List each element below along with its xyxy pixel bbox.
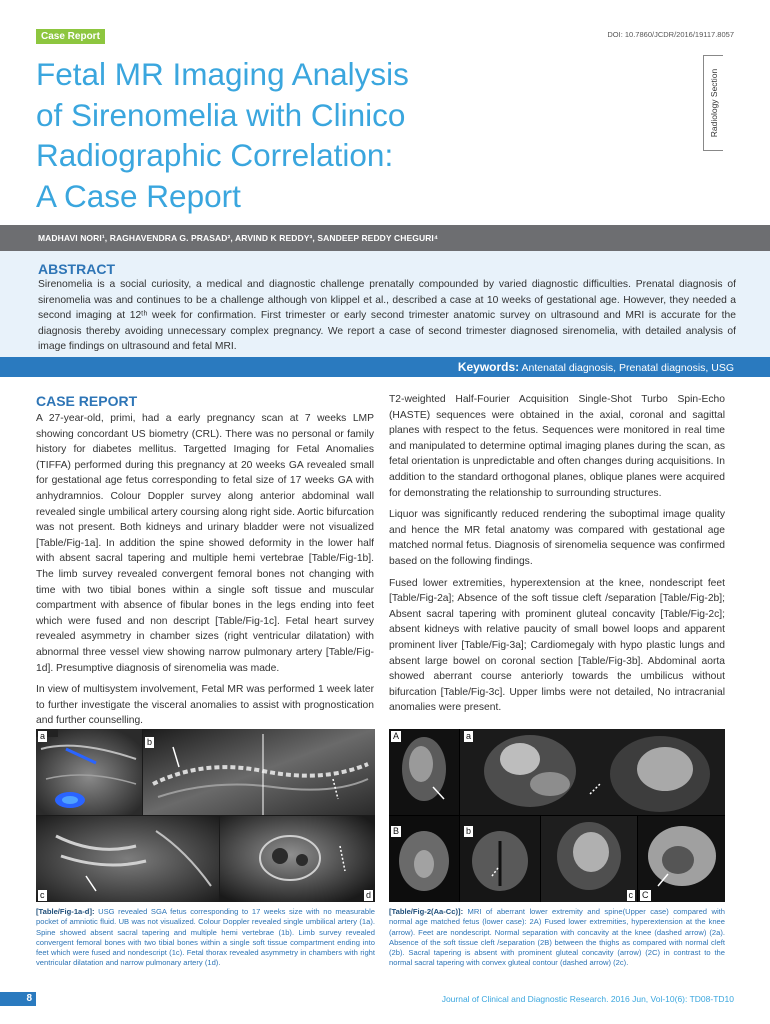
page-number: 8 [0, 992, 36, 1006]
figure-2 [389, 729, 725, 902]
authors-bar: MADHAVI NORI¹, RAGHAVENDRA G. PRASAD², ARVIND K REDDY³, SANDEEP REDDY CHEGURI⁴ [0, 225, 770, 251]
figure-1d-ultrasound [220, 816, 375, 902]
abstract-heading: ABSTRACT [38, 261, 115, 277]
figure-1b-image [143, 729, 375, 815]
figure-2C-mri [638, 816, 725, 902]
figure-1 [36, 729, 375, 902]
figure-1b-ultrasound [143, 729, 375, 815]
figure-1-caption [36, 907, 375, 969]
case-paragraph-5: Fused lower extremities, hyperextension at the knee, nondescript feet [Table/Fig-2a]; Absence of the soft tissue cleft /separation [Table/Fig-2b]; Absent sacral tapering with prominent gluteal concavity [Table/Fig-2c]; absent kidneys with relative paucity of small bowel loops and apparent prominent liver [Table/Fig-3a]; Cardiomegaly with hypo plastic lungs and absent large bowel on coronal section [Table/Fig-3b]. Abdominal aorta showed aberrant course anteriorly towards the umbilicus without bifurcation [Table/Fig-3c]. Upper limbs were not detailed, No intracranial anomalies were present. [389, 577, 725, 714]
figure-2c-mri [541, 816, 637, 902]
title-line-3: Radiographic Correlation: [36, 137, 394, 173]
figure-2-caption [389, 907, 725, 969]
figure-2A-mri [389, 729, 459, 815]
case-paragraph-3: T2-weighted Half-Fourier Acquisition Single-Shot Turbo Spin-Echo (HASTE) sequences were obtained in the axial, coronal and sagittal planes with respect to the fetus. Sequences were monitored in real time and manipulated to determine optimal imaging planes during the scan, as fetal orientation is unpredictable and often changes during acquisitions. In addition to the standard orthogonal planes, oblique planes were acquired for demonstrating the relationship to surrounding structures. [389, 394, 725, 499]
doi-text[interactable]: DOI: 10.7860/JCDR/2016/19117.8057 [607, 30, 734, 39]
case-report-badge: Case Report [36, 29, 105, 44]
figure-1-label-c: c [40, 890, 45, 900]
keywords-label: Keywords: [457, 360, 520, 374]
figure-2-label-a: a [466, 731, 472, 741]
figure-1-caption-label: [Table/Fig-1a-d]: [36, 907, 95, 916]
abstract-text: Sirenomelia is a social curiosity, a medical and diagnostic challenge prenatally compounded by varied diagnostic difficulties. Prenatal diagnosis of sirenomelia was and continues to be a challenge although von klippel et al., described a case at 10 weeks of gestational age. However, they needed a second imaging at 12ᵗʰ week for confirmation. First trimester or early second trimester anatomic survey on ultrasound and MRI is accurate for the diagnosis thereby avoiding unnecessary complex pregnancy. We report a case of second trimester diagnosed sirenomelia, with detailed analysis of image findings on ultrasound and fetal MRI. [38, 279, 736, 353]
section-tab [703, 55, 723, 151]
title-line-1: Fetal MR Imaging Analysis [36, 56, 409, 92]
case-paragraph-1: A 27-year-old, primi, had a early pregnancy scan at 7 weeks LMP showing concordant US biometry (CRL). There was no personal or family history for diabetes mellitus. Targetted Imaging for Fetal Anomalies (TIFFA) performed during this pregnancy at 20 weeks GA revealed small for gestational age fetus corresponding to fetal size of 17 weeks GA with anhydramnios. Colour Doppler survey along anterior abdominal wall revealed single umbilical artery coursing along right side. Aortic bifurcation was not present. Both kidneys and urinary bladder were not visualized [Table/Fig-1a]. In addition the spine showed deformity in the lower half with absent sacral tapering and multiple hemi vertebrae [Table/Fig-1b]. The limb survey revealed convergent femoral bones not changing with time with two tibial bones within a single soft tissue and muscular compartment with absence of fibular bones in the legs ending into feet which were fused and non descript [Table/Fig-1c]. Fetal heart survey revealed asymmetry in chamber sizes (right ventricular dilatation) with abnormal three vessel view showing narrow pulmonary artery [Table/Fig-1d]. Presumptive diagnosis of sirenomelia was made. [36, 413, 374, 674]
figure-2c-image [541, 816, 637, 902]
keywords [370, 360, 734, 374]
figure-1a-ultrasound [36, 729, 142, 815]
title-line-4: A Case Report [36, 177, 241, 214]
case-report-heading: CASE REPORT [36, 393, 138, 409]
case-paragraph-4: Liquor was significantly reduced rendering the suboptimal image quality and hence the MR fetal anatomy was compared with gestational age matched normal fetus. Diagnosis of sirenomelia sequence was confirmed based on the following findings. [389, 509, 725, 567]
figure-2-caption-text: MRI of aberrant lower extremity and spine(Upper case) compared with normal age matched fetus (lower case): 2A) Fused lower extremities, hyperextension at the knee (arrow). Feet are nondescript. Normal separation with concavity at the knee (dashed arrow) (2a). Absence of the soft tissue cleft /separation (2B) between the thighs as compared with normal cleft (2b). Sacral tapering is absent with prominent gluteal concavity (arrow) (2C) in contrast to the normal sacral tapering with convex gluteal contour (dashed arrow) (2c). [389, 907, 725, 968]
figure-1c-ultrasound [36, 816, 219, 902]
body-column-left [36, 393, 374, 735]
figure-1-label-b: b [147, 737, 153, 747]
figure-1d-image [220, 816, 375, 902]
body-column-right [389, 392, 725, 722]
figure-2C-image [638, 816, 725, 902]
figure-1-label-d: d [365, 890, 371, 900]
figure-2B-mri [389, 816, 459, 902]
figure-2b-mri [460, 816, 540, 902]
footer-journal: Journal of Clinical and Diagnostic Research. 2016 Jun, Vol-10(6): TD08-TD10 [441, 994, 734, 1004]
figure-2-label-B: B [393, 826, 400, 836]
article-title [36, 54, 596, 216]
figure-2a-mri [460, 729, 725, 815]
figure-2-caption-label: [Table/Fig-2(Aa-Cc)]: [389, 907, 464, 916]
figure-2a-image [460, 729, 725, 815]
figure-2-label-C: C [642, 890, 649, 900]
figure-2-label-A: A [393, 731, 400, 741]
case-paragraph-2: In view of multisystem involvement, Fetal MR was performed 1 week later to further investigate the visceral anomalies to assist with prognostication and further counselling. [36, 684, 374, 727]
figure-1-caption-text: USG revealed SGA fetus corresponding to 17 weeks size with no measurable pocket of amniotic fluid. UB was not visualized. Colour Doppler revealed single umbilical artery (1a). Spine showed absent sacral tapering and multiple hemi vertebrae (1b). Limb survey revealed convergent femoral bones with two tibial bones within a single soft tissue compartment ending into feet which were fused and nondescript (1c). Fetal thorax revealed asymmetry in chambers with right ventricular dilatation and narrow pulmonary artery (1d). [36, 907, 375, 968]
figure-1a-image [36, 729, 142, 815]
figure-1-label-a: a [40, 731, 46, 741]
keywords-text: Antenatal diagnosis, Prenatal diagnosis, USG [521, 362, 734, 374]
figure-2-label-c: c [628, 890, 633, 900]
title-line-2: of Sirenomelia with Clinico [36, 96, 406, 133]
figure-2-label-b: b [466, 826, 472, 836]
section-tab-label: Radiology Section [708, 68, 719, 138]
figure-1c-image [36, 816, 219, 902]
